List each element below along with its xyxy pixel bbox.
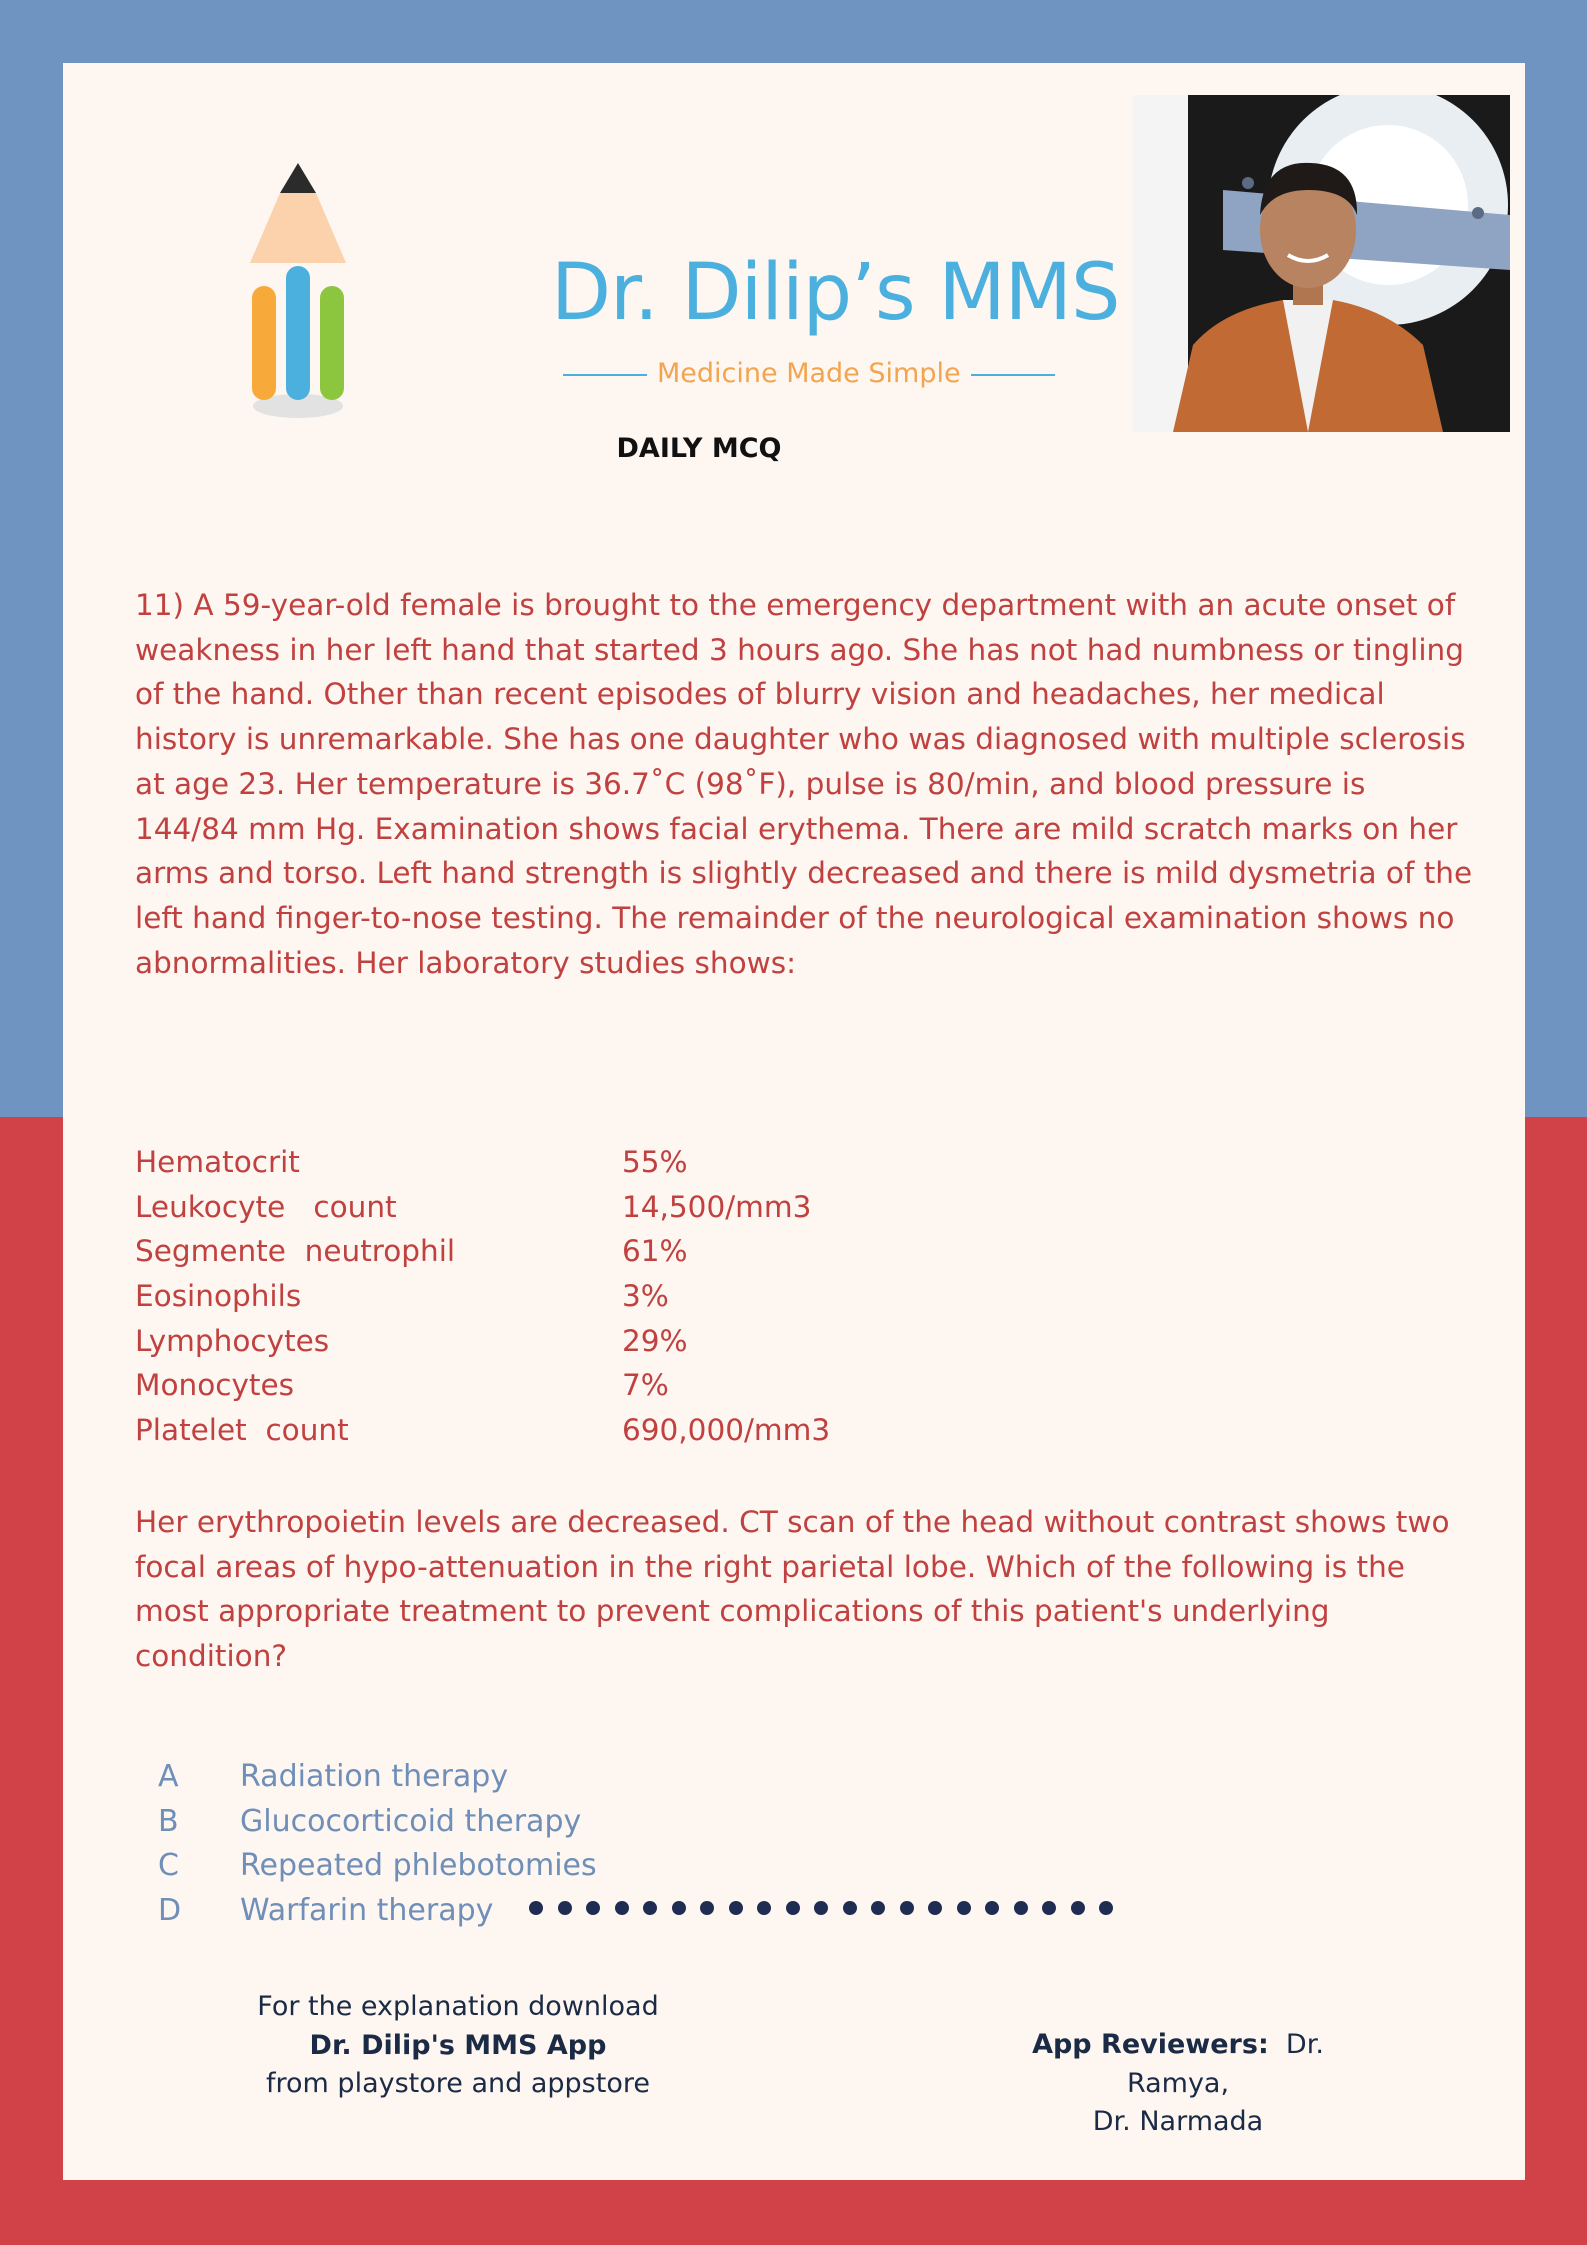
option-a[interactable]: [158, 1755, 758, 1800]
logo-tagline: Medicine Made Simple: [553, 358, 1063, 389]
lab-name: Segmente neutrophil: [135, 1234, 456, 1269]
lab-value: 55%: [622, 1145, 688, 1179]
logo: [243, 98, 1120, 438]
doctor-photo: [1133, 95, 1510, 432]
lab-value: 29%: [622, 1323, 688, 1358]
option-text: Radiation therapy: [240, 1759, 509, 1794]
reviewer-name: Dr. Ramya,: [1126, 2029, 1324, 2099]
lab-name: Platelet count: [135, 1413, 349, 1448]
explanation-line: For the explanation download: [257, 1991, 659, 2022]
explanation-note: [223, 1988, 693, 2104]
lab-value: 61%: [622, 1234, 688, 1269]
pencil-logo-icon: [243, 98, 353, 428]
option-text: Glucocorticoid therapy: [240, 1803, 582, 1839]
question-continuation: Her erythropoietin levels are decreased. CT scan of the head without contrast shows two focal areas of hypo-attenuation in the right parietal lobe. Which of the following is the most appropriate treatment to prevent complications of this patient's underlying condition?: [135, 1505, 1450, 1674]
reviewers-label: App Reviewers:: [1032, 2029, 1269, 2060]
lab-name: Eosinophils: [135, 1279, 302, 1314]
question-stem: 11) A 59-year-old female is brought to the emergency department with an acute onset of weakness in her left hand that started 3 hours ago. She has not had numbness or tingling of the hand. Other than recent episodes of blurry vision and headaches, her medical history is unremarkable. She has one daughter who was diagnosed with multiple sclerosis at age 23. Her temperature is 36.7˚C (98˚F), pulse is 80/min, and blood pressure is 144/84 mm Hg. Examination shows facial erythema. There are mild scratch marks on her arms and torso. Left hand strength is slightly decreased and there is mild dysmetria of the left hand finger-to-nose testing. The remainder of the neurological examination shows no abnormalities. Her laboratory studies shows:: [135, 588, 1473, 980]
app-name: Dr. Dilip's MMS App: [309, 2029, 607, 2061]
option-letter: C: [158, 1848, 179, 1884]
lab-name: Lymphocytes: [135, 1323, 330, 1358]
lab-name: Monocytes: [135, 1368, 295, 1403]
option-text: Repeated phlebotomies: [240, 1848, 597, 1884]
dotted-divider: [529, 1901, 1113, 1921]
mcq-card: [63, 63, 1525, 2180]
lab-value: 3%: [622, 1279, 669, 1314]
page-title: DAILY MCQ: [616, 433, 782, 464]
store-line: from playstore and appstore: [266, 2068, 650, 2099]
lab-value: 14,500/mm3: [622, 1189, 812, 1224]
option-letter: D: [158, 1893, 182, 1929]
logo-name: Dr. Dilip’s MMS: [551, 248, 1120, 338]
lab-value: 690,000/mm3: [622, 1413, 831, 1448]
lab-value: 7%: [622, 1368, 669, 1403]
lab-name: Leukocyte count: [135, 1189, 397, 1224]
app-reviewers: [993, 2026, 1363, 2142]
option-b[interactable]: [158, 1800, 758, 1845]
option-letter: A: [158, 1759, 179, 1794]
lab-name: Hematocrit: [135, 1145, 300, 1179]
option-letter: B: [158, 1803, 179, 1839]
option-text: Warfarin therapy: [240, 1893, 494, 1929]
reviewer-name: Dr. Narmada: [1092, 2106, 1264, 2137]
option-c[interactable]: [158, 1844, 758, 1889]
